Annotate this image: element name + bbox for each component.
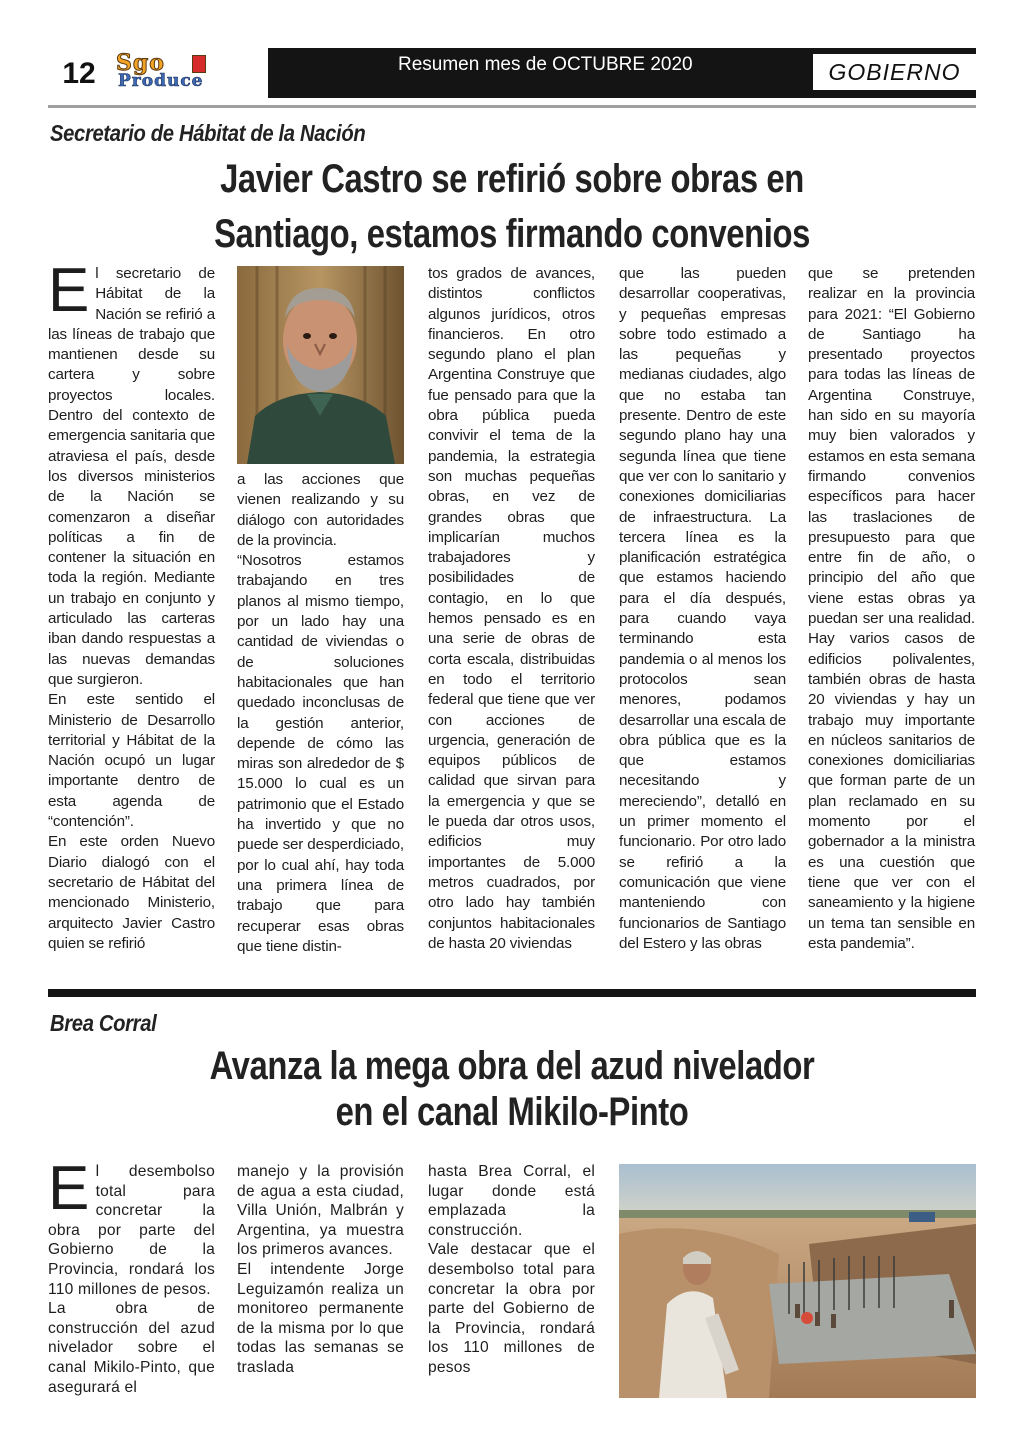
article1-col1-p2: En este sentido el Ministerio de Desarrollo territorial y Hábitat de la Nación ocupó un lugar importante dentro de esta agenda de “contención”. (48, 691, 215, 831)
article1-col1-p3: En este orden Nuevo Diario dialogó con el secretario de Hábitat del mencionado Ministerio, arquitecto Javier Castro quien se refirió (48, 833, 215, 952)
construction-site-illustration (619, 1164, 976, 1398)
portrait-photo (237, 266, 404, 464)
article2-kicker: Brea Corral (50, 1010, 157, 1036)
article1-col2-p2: “Nosotros estamos trabajando en tres planos al mismo tiempo, por un lado hay una cantidad de viviendas o de soluciones habitacionales que han quedado inconclusas de la gestión anterior, depende de cómo las miras son alrededor de $ 15.000 lo cual es un patrimonio que el Estado ha invertido y que no puede ser desperdiciado, por lo cual ahí, hay toda una primera línea de trabajo que para recuperar esas obras que tiene distin- (237, 552, 404, 955)
section-label-box (813, 54, 976, 90)
article2-column-2 (237, 1162, 404, 1378)
article2-column-3 (428, 1162, 595, 1378)
article2-col1-p1: l desembolso total para concretar la obra por parte del Gobierno de la Provincia, rondará los 110 millones de pesos. (48, 1163, 215, 1298)
publication-logo (112, 50, 258, 96)
article2-col2-p2: El intendente Jorge Leguizamón realiza un monitoreo permanente de la misma por lo que todas las semanas se traslada (237, 1260, 404, 1376)
article1-column-4 (619, 264, 786, 954)
article1-dropcap: E (48, 256, 90, 325)
construction-site-photo (619, 1164, 976, 1398)
logo-wordmark-bottom: Produce (118, 71, 204, 91)
portrait-illustration (237, 266, 404, 464)
article1-col2-p1: a las acciones que vienen realizando y su diálogo con autoridades de la provincia. (237, 471, 404, 549)
article1-col1-p1: l secretario de Hábitat de la Nación se refirió a las líneas de trabajo que mantienen desde su cartera y sobre proyectos locales. Dentro del contexto de emergencia sanitaria que atraviesa el país, desde los diversos ministerios de la Nación se comenzaron a diseñar políticas a fin de contener la situación en toda la región. Mediante un trabajo en conjunto y articulado las carteras iban dando respuestas a las nuevas demandas que surgieron. (48, 265, 215, 688)
article2-dropcap: E (48, 1154, 90, 1223)
article2-col2-p1: manejo y la provisión de agua a esta ciudad, Villa Unión, Malbrán y Argentina, ya muestra los primeros avances. (237, 1163, 404, 1259)
article2-headline-line1: Avanza la mega obra del azud nivelador (209, 1044, 815, 1088)
article1-column-1 (48, 256, 215, 954)
article1-col5: que se pretenden realizar en la provincia para 2021: “El Gobierno de Santiago ha presentado proyectos para todas las líneas de Argentina Construye, han sido en su mayoría muy bien valorados y estamos en esta semana firmando convenios específicos para hacer las traslaciones de presupuesto para que entre fin de año, o principio del año que viene estas obras ya puedan ser una realidad. Hay varios casos de edificios polivalentes, también obras de hasta 20 viviendas y hay un trabajo muy importante en núcleos sanitarios de conexiones domiciliarias que forman parte de un plan reclamado en su momento por el gobernador a la ministra es una cuestión que tiene que ver con el saneamiento y la higiene un tema tan sensible en esta pandemia”. (808, 265, 975, 952)
article1-headline-line2: Santiago, estamos firmando convenios (214, 212, 810, 256)
page-number: 12 (62, 57, 96, 90)
article2-headline-line2: en el canal Mikilo-Pinto (335, 1090, 689, 1134)
article1-headline-line1: Javier Castro se refirió sobre obras en (220, 157, 804, 201)
article1-col3: tos grados de avances, distintos conflictos algunos jurídicos, otros financieros. En otro segundo plano el plan Argentina Construye que fue pensado para que la obra pública pueda convivir el tema de la pandemia, la estrategia son muchas pequeñas obras, en vez de grandes obras que implicarían muchos trabajadores y posibilidades de contagio, en lo que hemos pensado es en una serie de obras de corta escala, distribuidas en todo el territorio federal que tiene que ver con acciones de urgencia, generación de equipos públicos de calidad que sirvan para la emergencia y que se le pueda dar otros usos, edificios muy importantes de 5.000 metros cuadrados, por otro lado hay también conjuntos habitacionales de hasta 20 viviendas (428, 265, 595, 952)
section-divider (48, 989, 976, 997)
article1-column-2 (237, 470, 404, 957)
section-label: GOBIERNO (828, 59, 961, 85)
header-rule (48, 105, 976, 108)
article1-col4: que las pueden desarrollar cooperativas, y pequeñas empresas sobre todo estimado a las pequeñas y medianas ciudades, algo que no estaba tan presente. Dentro de este segundo plano hay una segunda línea que tiene que ver con lo sanitario y conexiones domiciliarias de infraestructura. La tercera línea es la planificación estratégica que estamos haciendo para el día después, para cuando vaya terminando esta pandemia o al menos los protocolos sean menores, podamos desarrollar una escala de obra pública que es la que estamos necesitando y mereciendo”, detalló en un primer momento el funcionario. Por otro lado se refirió a la comunicación que viene manteniendo con funcionarios de Santiago del Estero y las obras (619, 265, 786, 952)
issue-summary: Resumen mes de OCTUBRE 2020 (398, 54, 693, 75)
page-header (48, 48, 976, 98)
article2-col3-p2: Vale destacar que el desembolso total para concretar la obra por parte del Gobierno de la Provincia, rondará los 110 millones de pesos (428, 1241, 595, 1376)
article1-column-3 (428, 264, 595, 954)
article2-col3-p1: hasta Brea Corral, el lugar donde está emplazada la construcción. (428, 1163, 595, 1239)
article2-col1-p2: La obra de construcción del azud nivelador sobre el canal Mikilo-Pinto, que asegurará el (48, 1300, 215, 1396)
logo-wordmark-top: Sgo (116, 50, 165, 76)
header-band (268, 48, 976, 98)
article1-kicker: Secretario de Hábitat de la Nación (50, 120, 366, 146)
article1-column-5 (808, 264, 975, 954)
article2-column-1 (48, 1154, 215, 1397)
